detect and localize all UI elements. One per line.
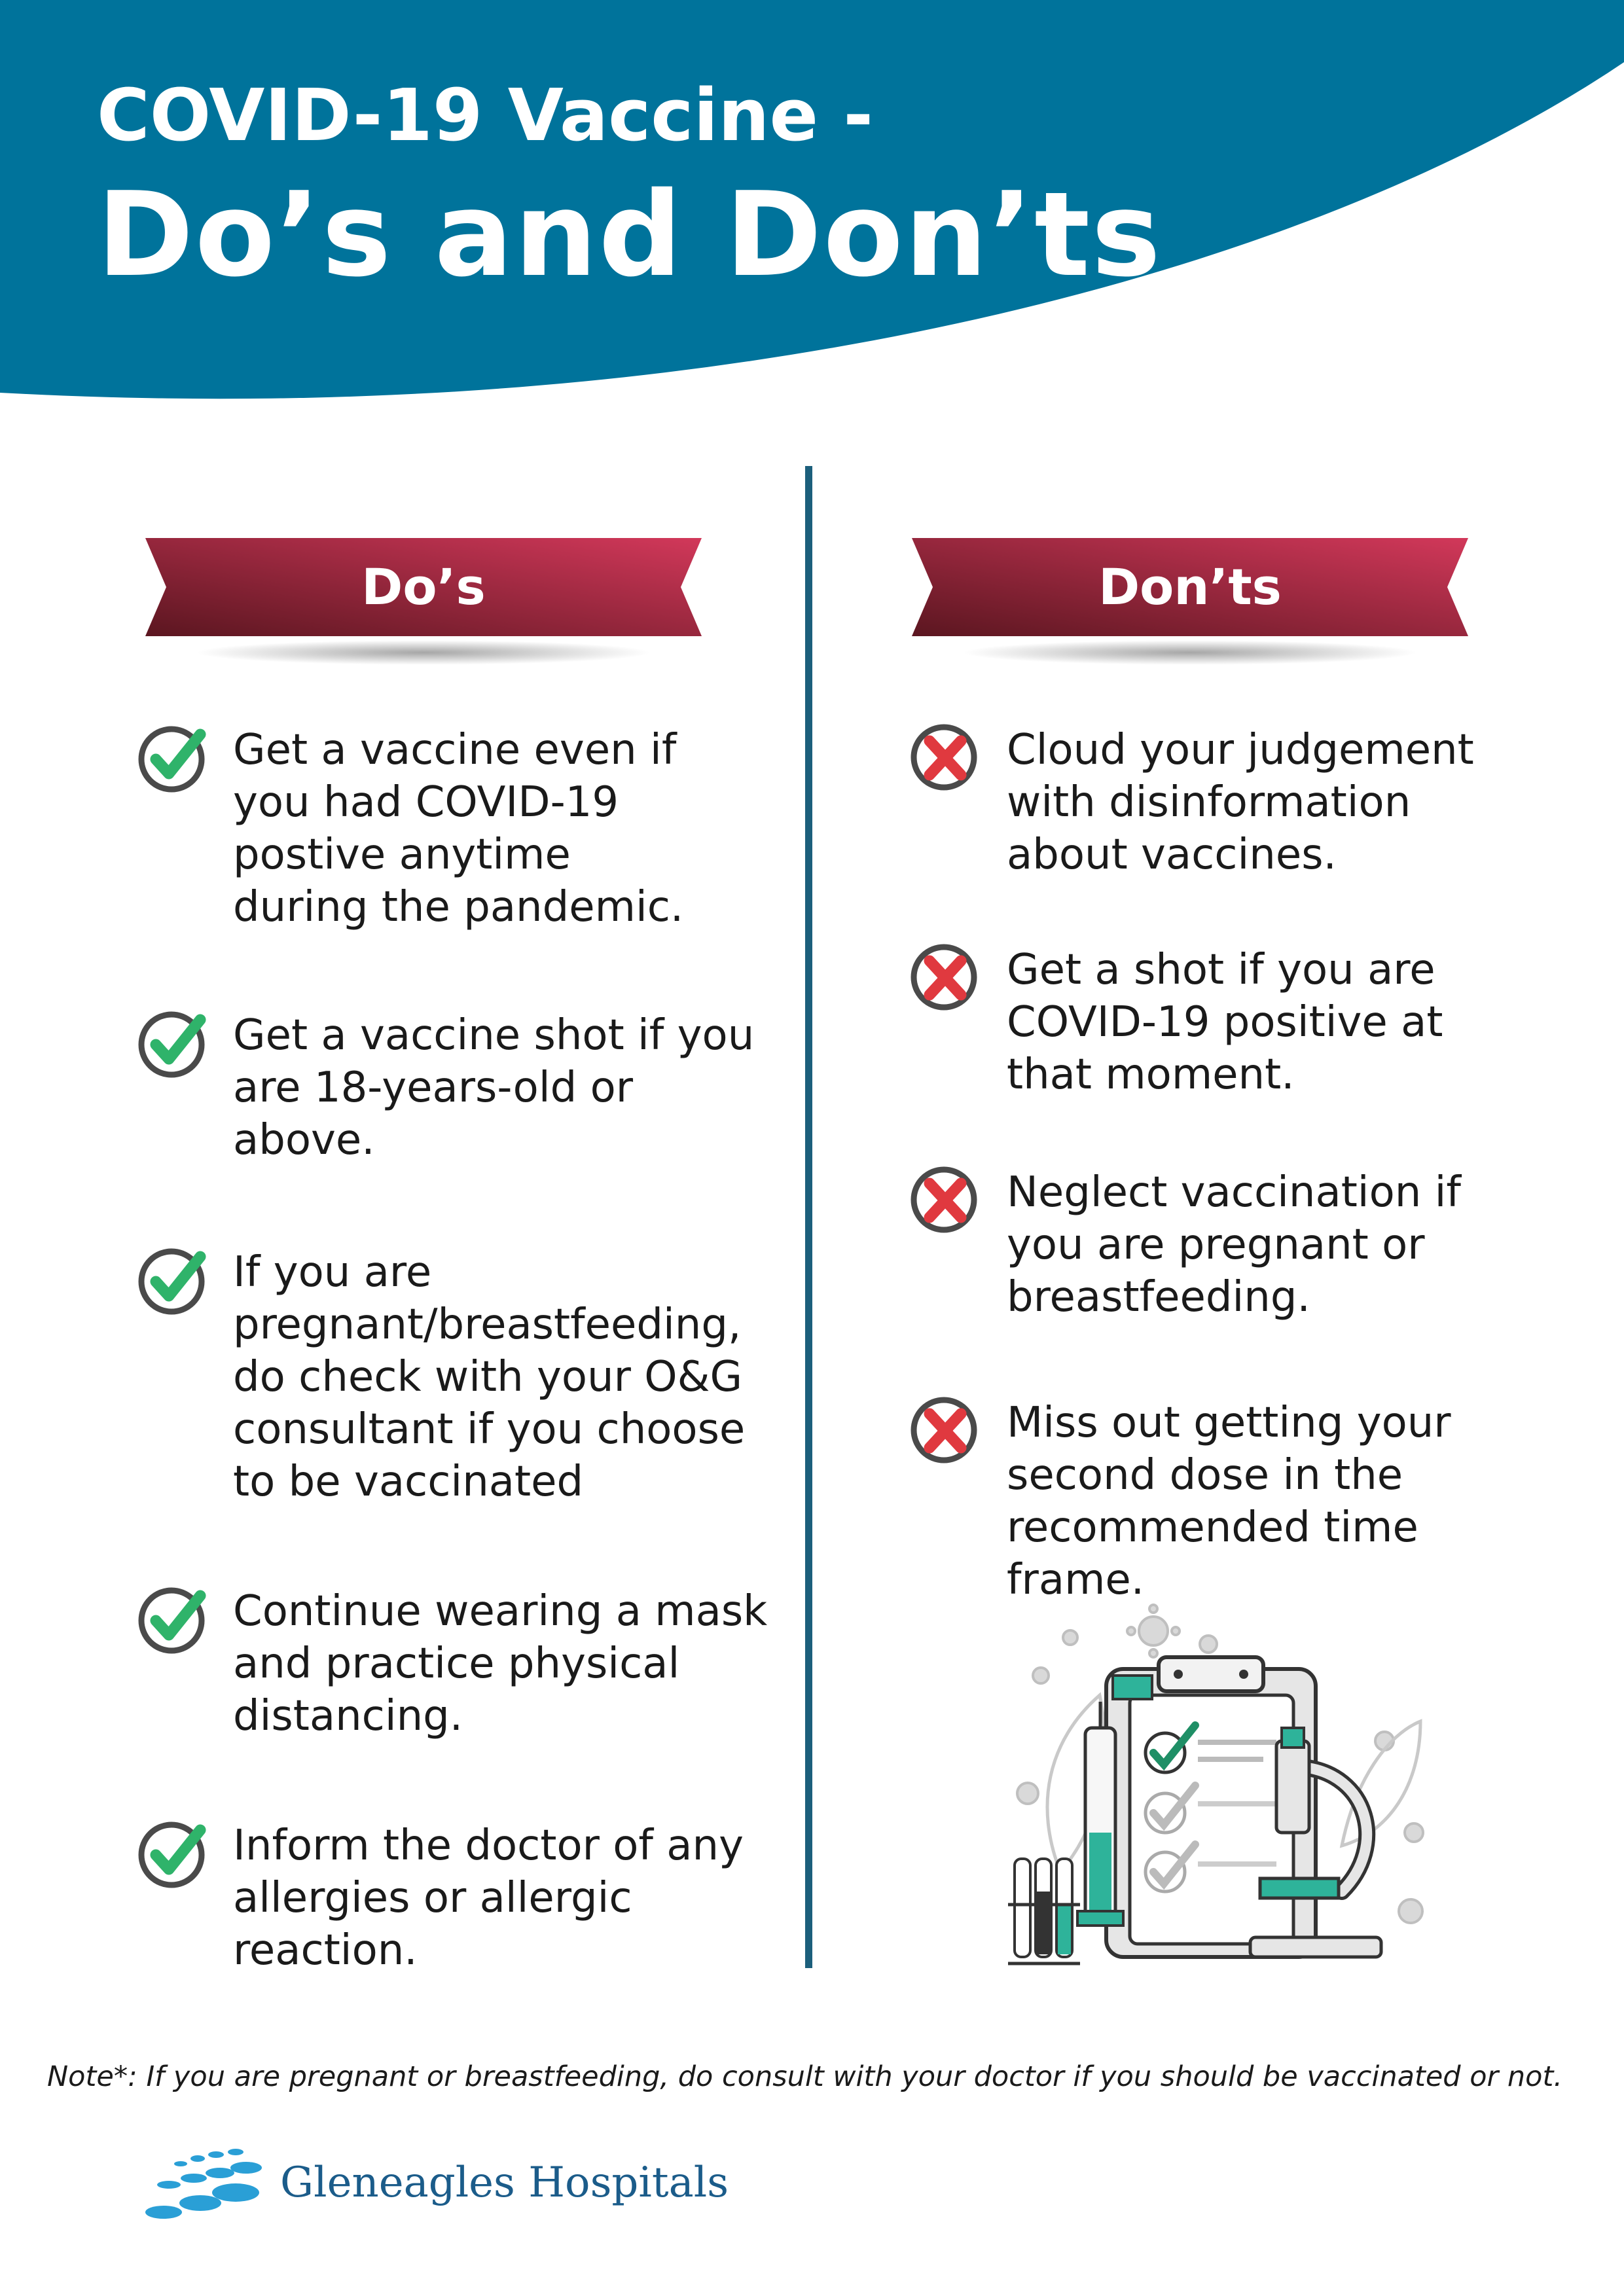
dos-item-text: Get a vaccine even if you had COVID-19 postive anytime during the pandemic. bbox=[233, 726, 684, 931]
dos-item-text: Continue wearing a mask and practice physical distancing. bbox=[233, 1587, 768, 1740]
hospital-name: Gleneagles Hospitals bbox=[280, 2159, 729, 2207]
check-circle-icon bbox=[137, 1244, 209, 1316]
donts-item-text: Neglect vaccination if you are pregnant or breastfeeding. bbox=[1007, 1168, 1461, 1321]
check-circle-icon bbox=[137, 1007, 209, 1079]
x-circle-icon bbox=[910, 721, 982, 793]
dos-heading: Do’s bbox=[361, 558, 486, 616]
column-divider bbox=[805, 466, 812, 1968]
page-title: Do’s and Don’ts bbox=[97, 167, 1163, 302]
title-subheading: COVID-19 Vaccine - bbox=[97, 73, 874, 157]
lab-checklist-illustration bbox=[1001, 1597, 1447, 1977]
gleneagles-logo bbox=[137, 2140, 268, 2225]
check-circle-icon bbox=[137, 1817, 209, 1889]
dos-item-text: If you are pregnant/breastfeeding, do check with your O&G consultant if you choose to be vaccinated bbox=[233, 1248, 746, 1506]
check-circle-icon bbox=[137, 1583, 209, 1655]
dos-banner bbox=[145, 538, 702, 636]
donts-banner bbox=[912, 538, 1468, 636]
footer-note: Note*: If you are pregnant or breastfeeding, do consult with your doctor if you should be vaccinated or not. bbox=[47, 2060, 1562, 2093]
banner-shadow bbox=[961, 640, 1419, 665]
x-circle-icon bbox=[910, 1164, 982, 1236]
dos-item-text: Get a vaccine shot if you are 18-years-old or above. bbox=[233, 1011, 755, 1164]
check-circle-icon bbox=[137, 721, 209, 793]
donts-item-text: Miss out getting your second dose in the recommended time frame. bbox=[1007, 1399, 1451, 1604]
x-circle-icon bbox=[910, 1394, 982, 1466]
donts-heading: Don’ts bbox=[1098, 558, 1282, 616]
donts-item-text: Get a shot if you are COVID-19 positive at that moment. bbox=[1007, 946, 1443, 1099]
x-circle-icon bbox=[910, 941, 982, 1013]
dos-item-text: Inform the doctor of any allergies or allergic reaction. bbox=[233, 1821, 744, 1975]
banner-shadow bbox=[194, 640, 653, 665]
donts-item-text: Cloud your judgement with disinformation about vaccines. bbox=[1007, 726, 1474, 879]
